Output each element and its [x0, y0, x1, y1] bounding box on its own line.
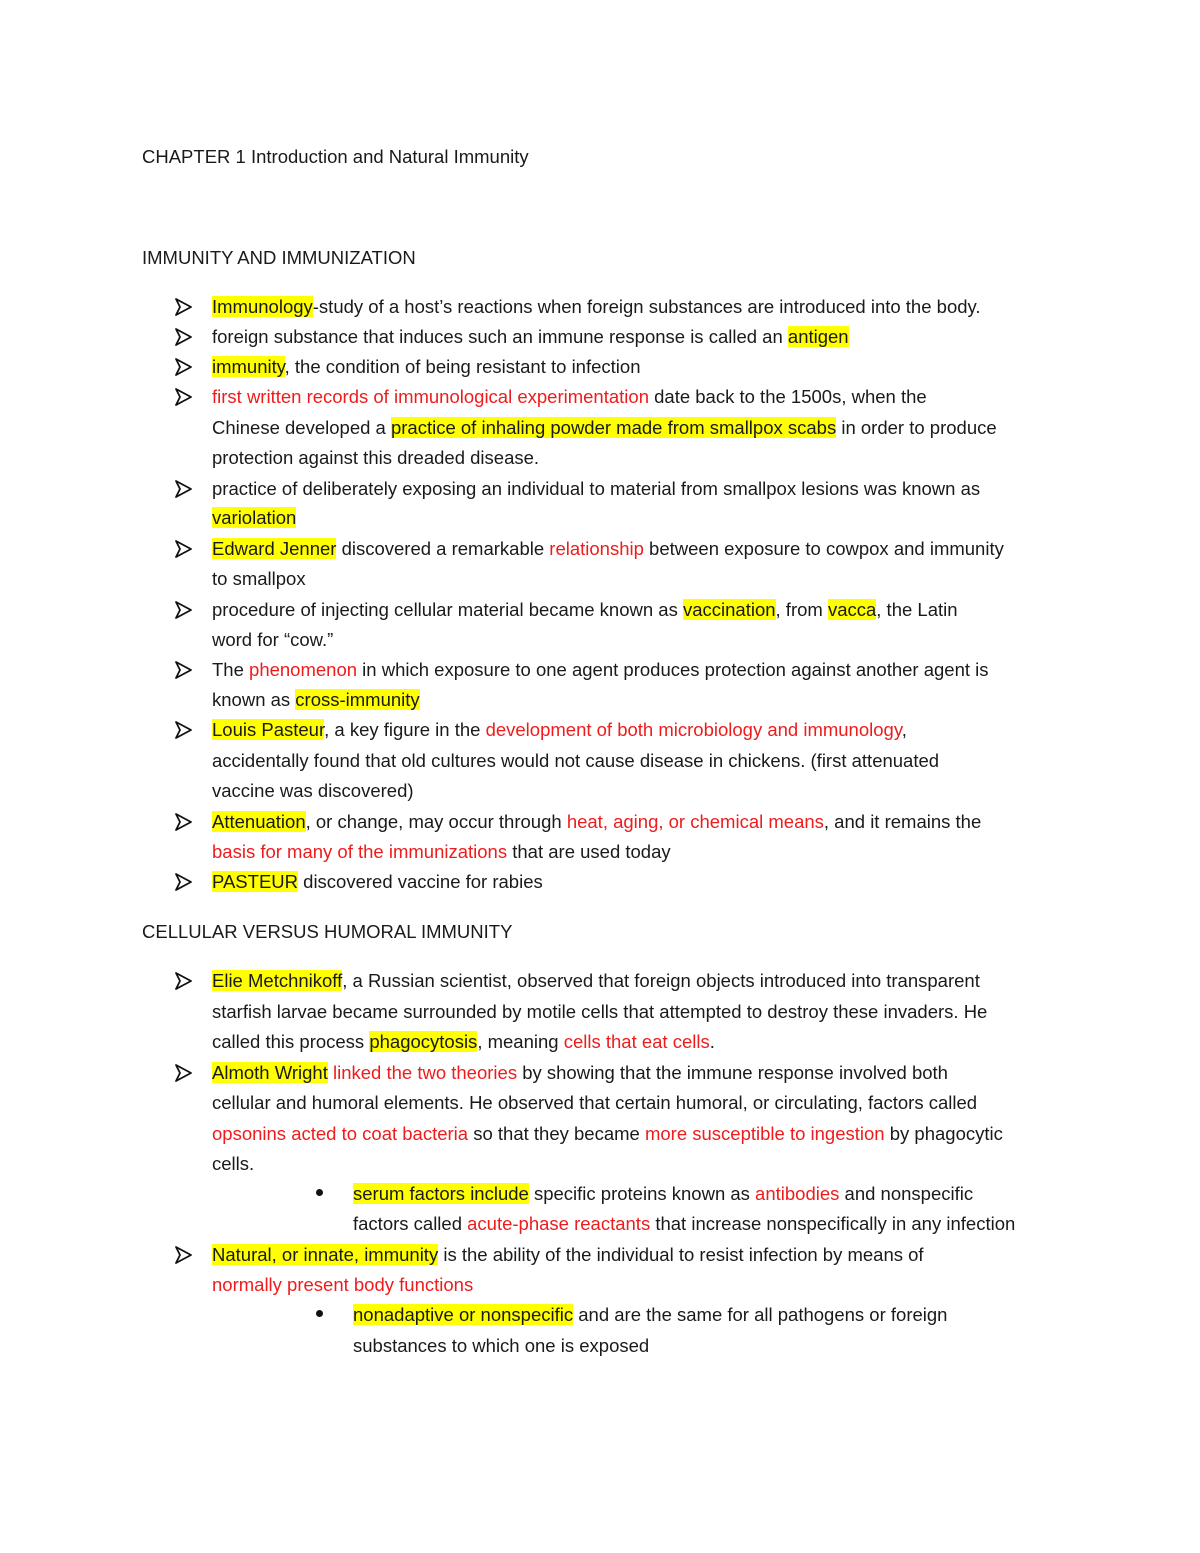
list-item-continuation: cells.: [212, 1153, 255, 1174]
arrowhead-bullet-icon: [175, 971, 193, 991]
list-item-continuation: word for “cow.”: [212, 629, 334, 650]
arrowhead-bullet-icon: [175, 872, 193, 892]
arrowhead-bullet-icon: [175, 479, 193, 499]
list-item: Natural, or innate, immunity is the ability of the individual to resist infection by means of: [212, 1244, 924, 1265]
arrowhead-bullet-icon: [175, 387, 193, 407]
list-item-continuation: normally present body functions: [212, 1274, 474, 1295]
list-item: Edward Jenner discovered a remarkable relationship between exposure to cowpox and immunity: [212, 538, 1004, 559]
arrowhead-bullet-icon: [175, 357, 193, 377]
list-item: Louis Pasteur, a key figure in the development of both microbiology and immunology,: [212, 719, 907, 740]
section-heading-immunity-and-immunization: IMMUNITY AND IMMUNIZATION: [142, 247, 416, 268]
list-item: procedure of injecting cellular material became known as vaccination, from vacca, the Latin: [212, 599, 958, 620]
list-item: first written records of immunological experimentation date back to the 1500s, when the: [212, 386, 927, 407]
arrowhead-bullet-icon: [175, 660, 193, 680]
list-item: foreign substance that induces such an immune response is called an antigen: [212, 326, 849, 347]
list-item: Almoth Wright linked the two theories by showing that the immune response involved both: [212, 1062, 948, 1083]
list-item: Attenuation, or change, may occur through heat, aging, or chemical means, and it remains the: [212, 811, 982, 832]
arrowhead-bullet-icon: [175, 720, 193, 740]
round-bullet-icon: [316, 1310, 323, 1317]
list-item-continuation: vaccine was discovered): [212, 780, 414, 801]
sub-list-item-continuation: substances to which one is exposed: [353, 1335, 650, 1356]
list-item: The phenomenon in which exposure to one agent produces protection against another agent is: [212, 659, 989, 680]
section-heading-cellular-versus-humoral-immunity: CELLULAR VERSUS HUMORAL IMMUNITY: [142, 921, 513, 942]
list-item-continuation: basis for many of the immunizations that are used today: [212, 841, 671, 862]
list-item-continuation: starfish larvae became surrounded by motile cells that attempted to destroy these invaders. He: [212, 1001, 988, 1022]
arrowhead-bullet-icon: [175, 327, 193, 347]
round-bullet-icon: [316, 1189, 323, 1196]
list-item-continuation: accidentally found that old cultures would not cause disease in chickens. (first attenuated: [212, 750, 940, 771]
list-item: practice of deliberately exposing an individual to material from smallpox lesions was known as: [212, 478, 981, 499]
document-title: CHAPTER 1 Introduction and Natural Immunity: [142, 146, 529, 167]
arrowhead-bullet-icon: [175, 600, 193, 620]
list-item-continuation: to smallpox: [212, 568, 306, 589]
list-item-continuation: protection against this dreaded disease.: [212, 447, 540, 468]
list-item: Elie Metchnikoff, a Russian scientist, observed that foreign objects introduced into transparent: [212, 970, 980, 991]
list-item-continuation: Chinese developed a practice of inhaling powder made from smallpox scabs in order to produce: [212, 417, 997, 438]
list-item: PASTEUR discovered vaccine for rabies: [212, 871, 543, 892]
sub-list-item: serum factors include specific proteins known as antibodies and nonspecific: [353, 1183, 974, 1204]
list-item: immunity, the condition of being resistant to infection: [212, 356, 641, 377]
arrowhead-bullet-icon: [175, 539, 193, 559]
list-item-continuation: cellular and humoral elements. He observed that certain humoral, or circulating, factors called: [212, 1092, 978, 1113]
arrowhead-bullet-icon: [175, 1245, 193, 1265]
arrowhead-bullet-icon: [175, 297, 193, 317]
list-item-continuation: opsonins acted to coat bacteria so that they became more susceptible to ingestion by phagocytic: [212, 1123, 1003, 1144]
list-item-continuation: known as cross-immunity: [212, 689, 420, 710]
list-item: Immunology-study of a host’s reactions when foreign substances are introduced into the body.: [212, 296, 981, 317]
sub-list-item: nonadaptive or nonspecific and are the same for all pathogens or foreign: [353, 1304, 948, 1325]
list-item-continuation: called this process phagocytosis, meaning cells that eat cells.: [212, 1031, 715, 1052]
list-item-continuation: variolation: [212, 507, 297, 528]
sub-list-item-continuation: factors called acute-phase reactants that increase nonspecifically in any infection: [353, 1213, 1016, 1234]
arrowhead-bullet-icon: [175, 812, 193, 832]
arrowhead-bullet-icon: [175, 1063, 193, 1083]
